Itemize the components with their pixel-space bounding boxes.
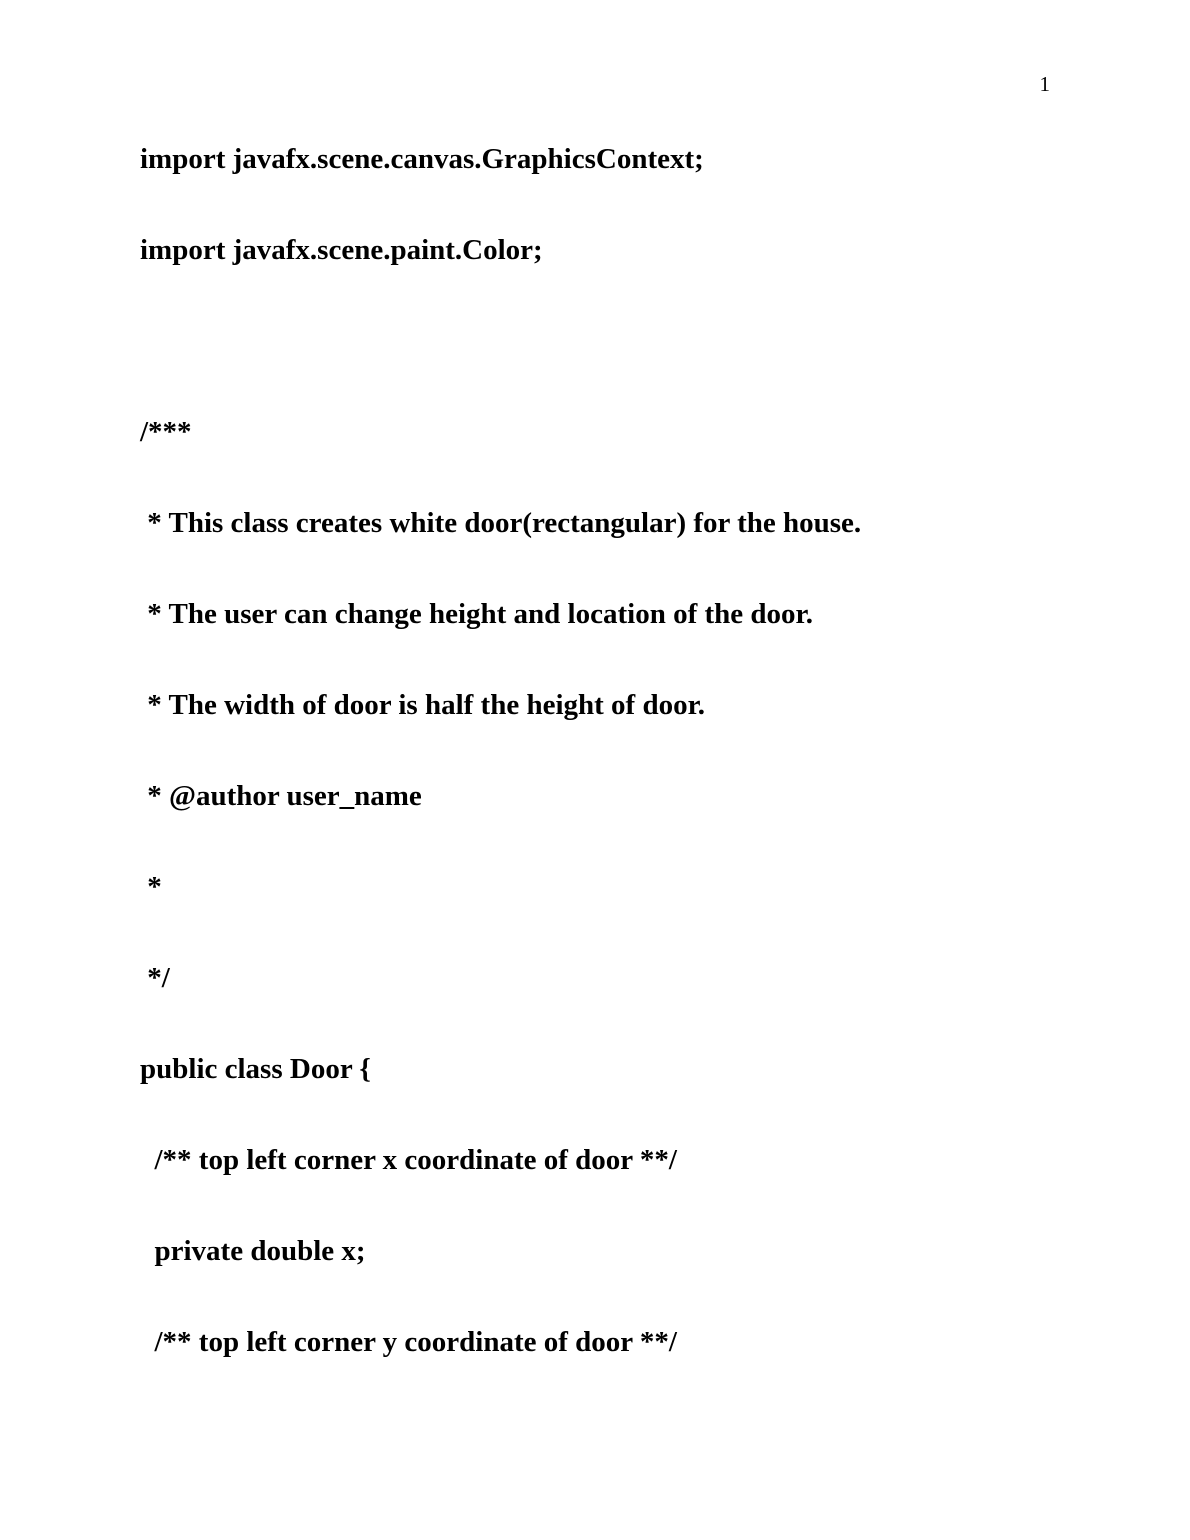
code-line-comment-open: /***: [140, 416, 192, 448]
code-line-comment-x-coordinate: /** top left corner x coordinate of door **/: [140, 1144, 677, 1176]
code-line-comment-y-coordinate: /** top left corner y coordinate of door **/: [140, 1326, 677, 1358]
code-line-import-color: import javafx.scene.paint.Color;: [140, 234, 543, 266]
code-line-comment-close: */: [140, 962, 170, 994]
page-number: 1: [1039, 72, 1050, 96]
code-line-comment-description: * This class creates white door(rectangular) for the house.: [140, 507, 862, 539]
code-line-comment-user-change: * The user can change height and location of the door.: [140, 598, 813, 630]
code-line-field-x: private double x;: [140, 1235, 366, 1267]
code-line-comment-blank: *: [140, 871, 162, 903]
code-line-comment-author: * @author user_name: [140, 780, 422, 812]
code-line-import-graphicscontext: import javafx.scene.canvas.GraphicsContext;: [140, 143, 704, 175]
code-line-class-declaration: public class Door {: [140, 1053, 371, 1085]
code-line-comment-width: * The width of door is half the height of door.: [140, 689, 706, 721]
